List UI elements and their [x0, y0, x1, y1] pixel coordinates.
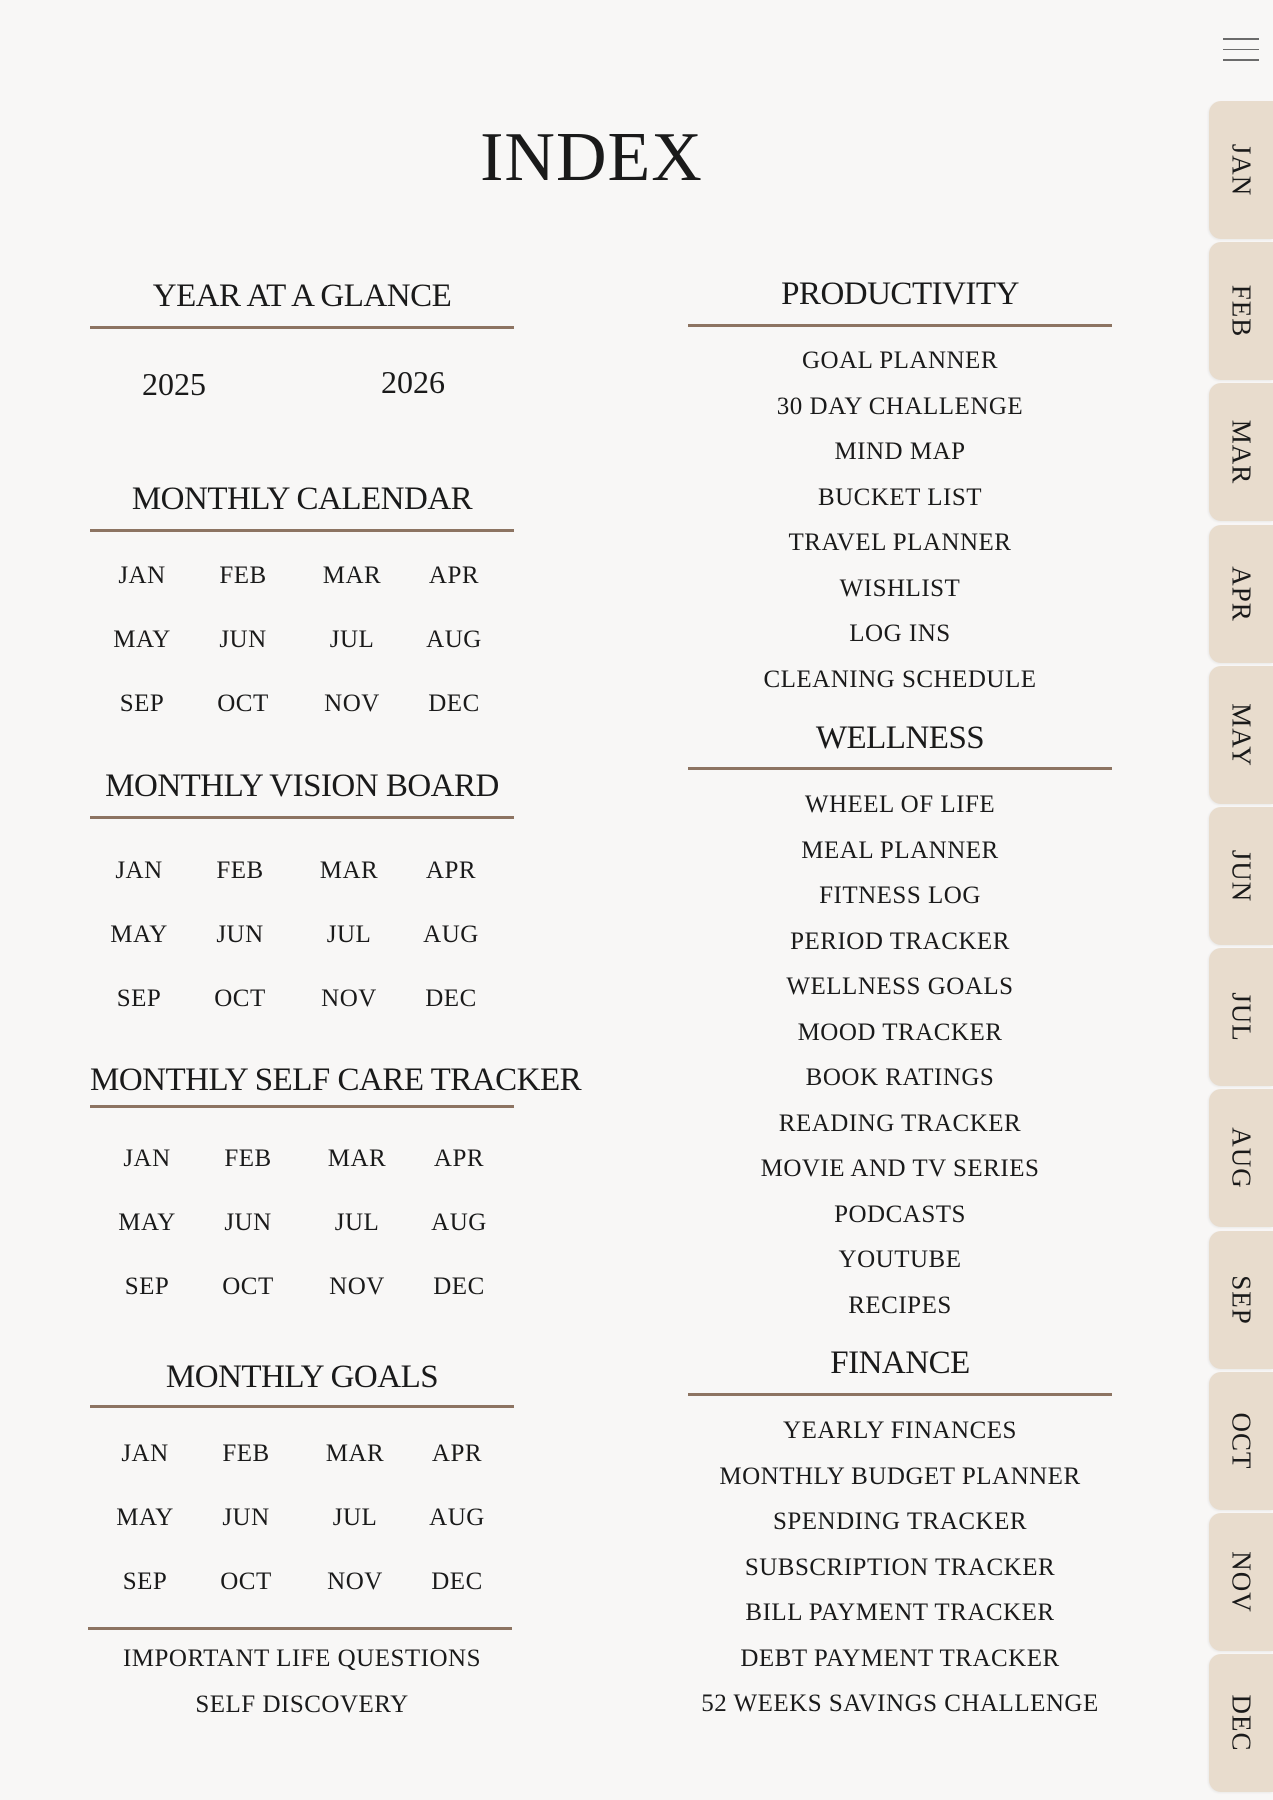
month-link-mar[interactable]: MAR: [322, 562, 382, 589]
month-link-jul[interactable]: JUL: [334, 1209, 380, 1236]
tab-mar[interactable]: [1209, 383, 1273, 521]
month-link-mar[interactable]: MAR: [325, 1440, 385, 1467]
month-link-mar[interactable]: MAR: [319, 857, 379, 884]
month-link-mar[interactable]: MAR: [327, 1145, 387, 1172]
index-link-52-weeks-savings-challenge[interactable]: 52 WEEKS SAVINGS CHALLENGE: [701, 1690, 1099, 1717]
tab-label: SEP: [1226, 1274, 1257, 1325]
month-link-aug[interactable]: AUG: [429, 1504, 485, 1531]
section-title-finance: FINANCE: [830, 1345, 970, 1381]
tab-label: DEC: [1226, 1694, 1257, 1752]
index-link-wellness-goals[interactable]: WELLNESS GOALS: [786, 973, 1014, 1000]
month-link-sep[interactable]: SEP: [119, 690, 165, 717]
link-important-life-questions[interactable]: IMPORTANT LIFE QUESTIONS: [122, 1645, 482, 1672]
month-link-oct[interactable]: OCT: [217, 690, 269, 717]
hamburger-menu-icon[interactable]: [1223, 38, 1259, 64]
month-link-nov[interactable]: NOV: [329, 1273, 385, 1300]
index-link-podcasts[interactable]: PODCASTS: [834, 1200, 966, 1228]
section-rule: [90, 816, 514, 819]
month-link-may[interactable]: MAY: [113, 626, 171, 653]
month-link-may[interactable]: MAY: [110, 921, 168, 948]
index-link-wheel-of-life[interactable]: WHEEL OF LIFE: [804, 791, 996, 818]
index-link-monthly-budget-planner[interactable]: MONTHLY BUDGET PLANNER: [719, 1462, 1081, 1490]
tab-jun[interactable]: [1209, 807, 1273, 945]
index-link-youtube[interactable]: YOUTUBE: [838, 1246, 962, 1273]
section-title-productivity: PRODUCTIVITY: [781, 276, 1019, 312]
month-link-may[interactable]: MAY: [118, 1209, 176, 1236]
tab-nov[interactable]: [1209, 1513, 1273, 1651]
index-link-log-ins[interactable]: LOG INS: [849, 620, 951, 647]
month-link-aug[interactable]: AUG: [431, 1209, 487, 1236]
month-link-jan[interactable]: JAN: [123, 1145, 171, 1172]
index-link-bucket-list[interactable]: BUCKET LIST: [817, 483, 983, 511]
index-link-debt-payment-tracker[interactable]: DEBT PAYMENT TRACKER: [740, 1644, 1060, 1672]
month-link-feb[interactable]: FEB: [224, 1145, 272, 1172]
index-link-reading-tracker[interactable]: READING TRACKER: [778, 1109, 1022, 1137]
index-link-mind-map[interactable]: MIND MAP: [834, 438, 966, 465]
index-link-fitness-log[interactable]: FITNESS LOG: [819, 882, 981, 909]
tab-label: OCT: [1226, 1412, 1257, 1470]
tab-label: MAY: [1226, 703, 1257, 767]
month-link-dec[interactable]: DEC: [431, 1568, 483, 1595]
index-link-movie-and-tv-series[interactable]: MOVIE AND TV SERIES: [760, 1155, 1040, 1182]
index-link-yearly-finances[interactable]: YEARLY FINANCES: [783, 1417, 1017, 1444]
section-rule: [688, 324, 1112, 327]
index-link-bill-payment-tracker[interactable]: BILL PAYMENT TRACKER: [745, 1599, 1055, 1626]
tab-aug[interactable]: [1209, 1089, 1273, 1227]
month-link-apr[interactable]: APR: [433, 1145, 485, 1172]
month-link-dec[interactable]: DEC: [433, 1273, 485, 1300]
section-title-year-at-a-glance: YEAR AT A GLANCE: [152, 278, 452, 314]
finance-list: [688, 1408, 1112, 1727]
month-link-jun[interactable]: JUN: [216, 921, 264, 948]
tab-apr[interactable]: [1209, 525, 1273, 663]
month-link-sep[interactable]: SEP: [116, 985, 162, 1012]
section-rule: [688, 767, 1112, 770]
month-link-jul[interactable]: JUL: [329, 626, 375, 653]
month-link-apr[interactable]: APR: [428, 562, 480, 589]
year-link-2025[interactable]: 2025: [142, 366, 206, 402]
tab-jul[interactable]: [1209, 948, 1273, 1086]
tab-may[interactable]: [1209, 666, 1273, 804]
tab-label: JUN: [1226, 849, 1257, 903]
index-link-meal-planner[interactable]: MEAL PLANNER: [801, 836, 999, 864]
index-link-wishlist[interactable]: WISHLIST: [839, 574, 961, 602]
index-link-travel-planner[interactable]: TRAVEL PLANNER: [788, 529, 1012, 556]
tab-dec[interactable]: [1209, 1654, 1273, 1792]
link-self-discovery[interactable]: SELF DISCOVERY: [195, 1690, 409, 1718]
tab-label: NOV: [1226, 1551, 1257, 1613]
section-title-monthly-self-care-tracker: MONTHLY SELF CARE TRACKER: [90, 1062, 582, 1098]
section-title-monthly-goals: MONTHLY GOALS: [165, 1359, 439, 1395]
wellness-list: [688, 782, 1112, 1328]
month-link-jan[interactable]: JAN: [118, 562, 166, 589]
index-link-recipes[interactable]: RECIPES: [848, 1291, 952, 1319]
month-link-feb[interactable]: FEB: [222, 1440, 270, 1467]
index-link-book-ratings[interactable]: BOOK RATINGS: [805, 1064, 995, 1091]
section-title-monthly-vision-board: MONTHLY VISION BOARD: [105, 768, 499, 804]
index-link-goal-planner[interactable]: GOAL PLANNER: [801, 347, 999, 374]
index-link-spending-tracker[interactable]: SPENDING TRACKER: [772, 1508, 1028, 1535]
section-title-monthly-calendar: MONTHLY CALENDAR: [131, 481, 473, 517]
month-link-oct[interactable]: OCT: [222, 1273, 274, 1300]
index-link-period-tracker[interactable]: PERIOD TRACKER: [790, 927, 1010, 955]
index-link-cleaning-schedule[interactable]: CLEANING SCHEDULE: [763, 665, 1037, 693]
month-link-nov[interactable]: NOV: [321, 985, 377, 1012]
month-link-jan[interactable]: JAN: [115, 857, 163, 884]
section-rule: [90, 529, 514, 532]
month-link-sep[interactable]: SEP: [124, 1273, 170, 1300]
month-link-apr[interactable]: APR: [425, 857, 477, 884]
section-rule: [90, 326, 514, 329]
month-link-jul[interactable]: JUL: [326, 921, 372, 948]
year-link-2026[interactable]: 2026: [381, 364, 445, 400]
section-rule: [90, 1105, 514, 1108]
month-link-sep[interactable]: SEP: [122, 1568, 168, 1595]
month-link-aug[interactable]: AUG: [423, 921, 479, 948]
index-link-30-day-challenge[interactable]: 30 DAY CHALLENGE: [776, 392, 1024, 420]
month-link-jun[interactable]: JUN: [224, 1209, 272, 1236]
section-title-wellness: WELLNESS: [815, 720, 985, 756]
tab-jan[interactable]: [1209, 101, 1273, 239]
month-link-aug[interactable]: AUG: [426, 626, 482, 653]
month-link-jun[interactable]: JUN: [222, 1504, 270, 1531]
tab-oct[interactable]: [1209, 1372, 1273, 1510]
month-link-jan[interactable]: JAN: [121, 1440, 169, 1467]
month-link-oct[interactable]: OCT: [220, 1568, 272, 1595]
month-link-dec[interactable]: DEC: [428, 690, 480, 717]
tab-sep[interactable]: [1209, 1231, 1273, 1369]
section-rule: [88, 1627, 512, 1630]
month-link-oct[interactable]: OCT: [214, 985, 266, 1012]
extras-list: [90, 1636, 514, 1727]
page-title: INDEX: [480, 119, 703, 196]
month-link-nov[interactable]: NOV: [327, 1568, 383, 1595]
month-link-nov[interactable]: NOV: [324, 690, 380, 717]
month-link-jun[interactable]: JUN: [219, 626, 267, 653]
month-link-feb[interactable]: FEB: [216, 857, 264, 884]
month-link-apr[interactable]: APR: [431, 1440, 483, 1467]
tab-label: APR: [1226, 565, 1257, 622]
month-link-may[interactable]: MAY: [116, 1504, 174, 1531]
section-rule: [688, 1393, 1112, 1396]
month-link-dec[interactable]: DEC: [425, 985, 477, 1012]
tab-label: MAR: [1226, 420, 1257, 485]
productivity-list: [688, 338, 1112, 702]
tab-label: FEB: [1226, 284, 1257, 338]
tab-feb[interactable]: [1209, 242, 1273, 380]
index-link-mood-tracker[interactable]: MOOD TRACKER: [797, 1018, 1003, 1046]
month-link-jul[interactable]: JUL: [332, 1504, 378, 1531]
tab-label: AUG: [1226, 1127, 1257, 1190]
tab-label: JUL: [1226, 992, 1257, 1042]
month-link-feb[interactable]: FEB: [219, 562, 267, 589]
index-link-subscription-tracker[interactable]: SUBSCRIPTION TRACKER: [744, 1553, 1056, 1581]
tab-label: JAN: [1226, 143, 1257, 197]
section-rule: [90, 1405, 514, 1408]
